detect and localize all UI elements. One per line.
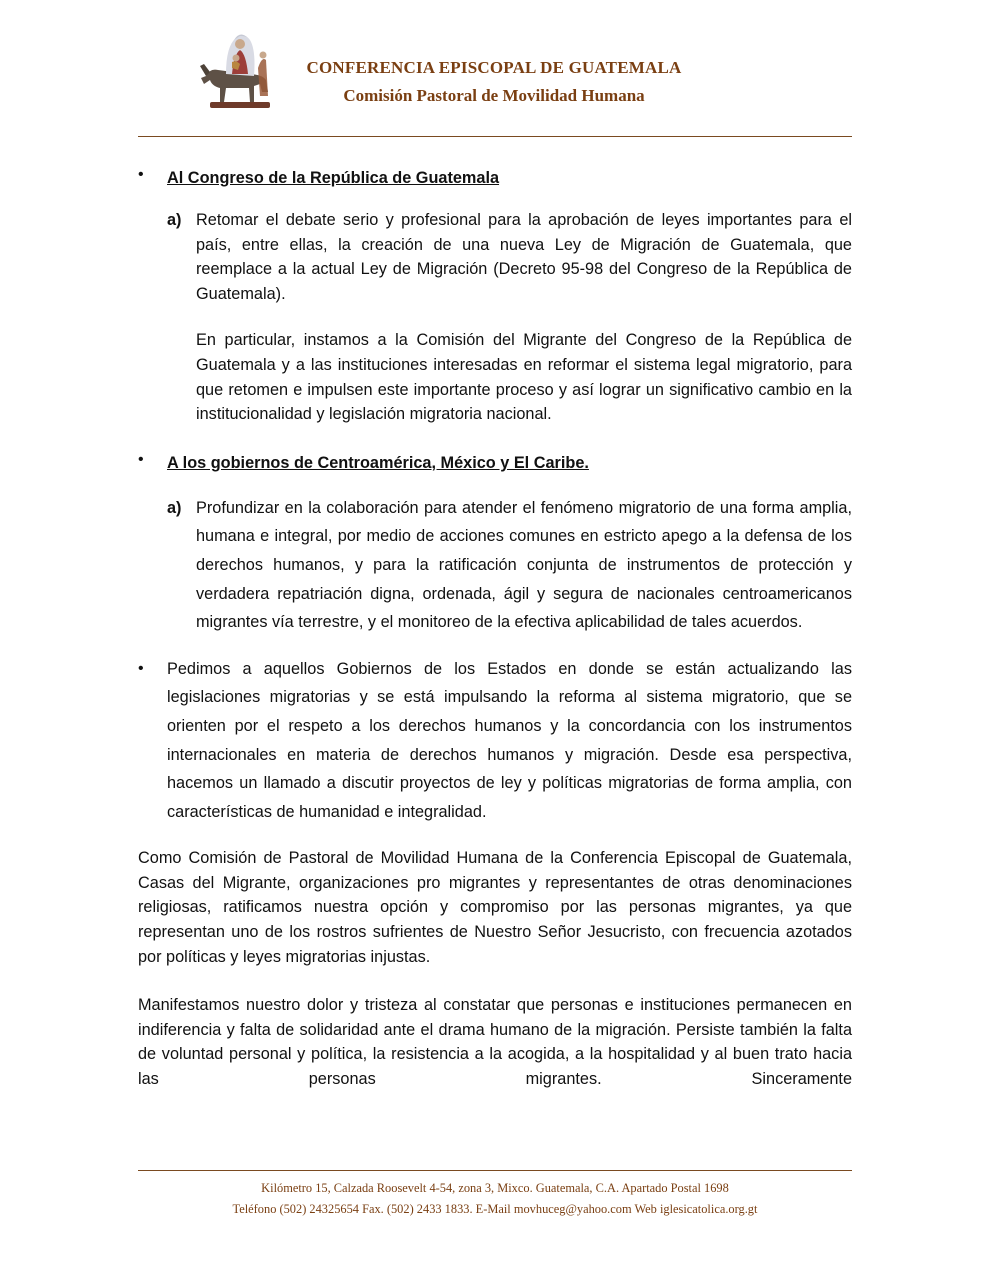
paragraph-commission: Como Comisión de Pastoral de Movilidad Humana de la Conferencia Episcopal de Guatemala, Casas del Migrante, organizaciones pro migrantes y representantes de otras denominaciones religiosas, ratificamos nuestra opción y compromiso por las personas migrantes, ya que representan uno de los rostros sufrientes de Nuestro Señor Jesucristo, con frecuencia azotados por políticas y leyes migratorias injustas. bbox=[138, 849, 852, 966]
footer bbox=[138, 1178, 852, 1220]
bullet-pedimos bbox=[138, 655, 852, 827]
bullet-icon: • bbox=[138, 659, 144, 677]
footer-address: Kilómetro 15, Calzada Roosevelt 4-54, zona 3, Mixco. Guatemala, C.A. Apartado Postal 1698 bbox=[261, 1181, 729, 1195]
section-heading: Al Congreso de la República de Guatemala bbox=[167, 169, 500, 187]
paragraph-manifest: Manifestamos nuestro dolor y tristeza al constatar que personas e instituciones permanecen en indiferencia y falta de solidaridad ante el drama humano de la migración. Persiste también la falta de voluntad personal y política, la resistencia a la acogida, a la hospitalidad y al buen trato hacia las personas migrantes. Sinceramente bbox=[138, 996, 852, 1089]
holy-family-on-donkey-icon bbox=[196, 22, 276, 114]
list-item bbox=[138, 208, 852, 306]
list-item-continuation bbox=[138, 328, 852, 426]
organization-name: CONFERENCIA EPISCOPAL DE GUATEMALA bbox=[306, 58, 682, 77]
header-divider bbox=[138, 136, 852, 137]
letterhead bbox=[292, 58, 696, 106]
paragraph: Retomar el debate serio y profesional para la aprobación de leyes importantes para el país, entre ellas, la creación de una nueva Ley de Migración de Guatemala, que reemplace a la actual Ley de Migración (Decreto 95-98 del Congreso de la República de Guatemala). bbox=[196, 211, 852, 303]
item-marker: a) bbox=[167, 211, 182, 229]
bullet-congreso bbox=[138, 166, 852, 190]
commission-name: Comisión Pastoral de Movilidad Humana bbox=[343, 86, 645, 105]
paragraph: Profundizar en la colaboración para atender el fenómeno migratorio de una forma amplia, humana e integral, por medio de acciones comunes en estricto apego a la defensa de los derechos humanos, y para la ratificación conjunta de instrumentos de protección y verdadera repatriación digna, ordenada, ágil y segura de nacionales centroamericanos migrantes vía terrestre, y el monitoreo de la efectiva aplicabilidad de tales acuerdos. bbox=[196, 498, 852, 632]
paragraph: Pedimos a aquellos Gobiernos de los Estados en donde se están actualizando las legislaciones migratorias y se está impulsando la reforma al sistema migratorio, que se orienten por el respeto a los derechos humanos y la concordancia con los instrumentos internacionales en materia de derechos humanos y migración. Desde esa perspectiva, hacemos un llamado a discutir proyectos de ley y políticas migratorias de forma amplia, con características de humanidad e integralidad. bbox=[167, 659, 852, 821]
footer-divider bbox=[138, 1170, 852, 1171]
footer-contact: Teléfono (502) 24325654 Fax. (502) 2433 1833. E-Mail movhuceg@yahoo.com Web iglesicatolica.org.gt bbox=[232, 1202, 758, 1216]
paragraph: En particular, instamos a la Comisión del Migrante del Congreso de la República de Guatemala y a las instituciones interesadas en reformar el sistema legal migratorio, para que retomen e impulsen este importante proceso y así lograr un significativo cambio en la institucionalidad y legislación migratoria nacional. bbox=[196, 331, 852, 424]
document-body bbox=[138, 166, 852, 1092]
section-heading: A los gobiernos de Centroamérica, México y El Caribe. bbox=[167, 453, 589, 472]
item-marker: a) bbox=[167, 498, 182, 517]
list-item bbox=[138, 494, 852, 637]
bullet-icon: • bbox=[138, 166, 144, 183]
bullet-icon: • bbox=[138, 450, 144, 468]
bullet-gobiernos bbox=[138, 451, 852, 475]
